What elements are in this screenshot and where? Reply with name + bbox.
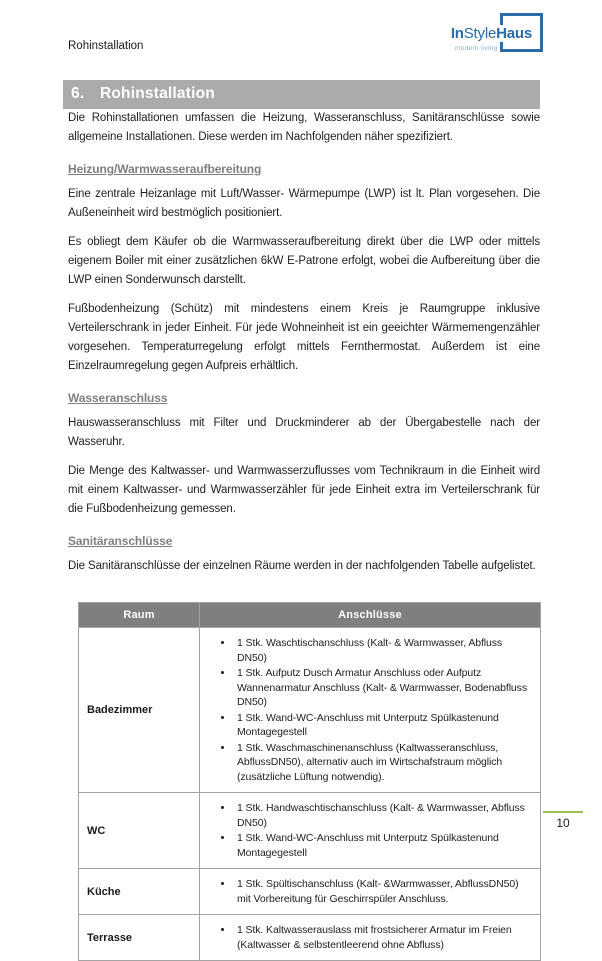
room-name: Badezimmer [79,628,200,793]
room-name: WC [79,793,200,869]
section-number: 6. [71,85,85,102]
connection-item: • 1 Stk. Spültischanschluss (Kalt- &Warmwasser, AbflussDN50) mit Vorbereitung für Geschirrspüler Anschluss. [234,877,530,906]
intro-paragraph: Die Rohinstallationen umfassen die Heizung, Wasseranschluss, Sanitäranschlüsse sowie allgemeine Installationen. Diese werden im Nachfolgenden näher spezifiziert. [68,112,540,143]
wasser-paragraph-2: Die Menge des Kaltwasser- und Warmwasserzuflusses vom Technikraum in die Einheit wird mit einem Kaltwasser- und Warmwasserzähler für jede Einheit extra im Verteilerschrank für die Fußbodenheizung gemessen. [68,465,540,515]
running-header-title: Rohinstallation [68,40,144,52]
heizung-paragraph-1: Eine zentrale Heizanlage mit Luft/Wasser- Wärmepumpe (LWP) ist lt. Plan vorgesehen. Die Außeneinheit wird bestmöglich positioniert. [68,188,540,219]
logo-text-style: Style [463,25,497,42]
logo-text-in: In [450,25,464,42]
sanitary-connections-table [78,602,541,961]
logo-tagline: modern living [455,45,498,52]
table-row-terrasse [79,915,541,961]
heizung-paragraph-3: Fußbodenheizung (Schütz) mit mindestens einem Kreis je Raumgruppe inklusive Verteilerschrank in jeder Einheit. Für jede Wohneinheit ist ein geeichter Wärmemengenzähler vorgesehen. Temperaturregelung erfolgt mittels Fernthermostat. Außerdem ist eine Einzelraumregelung gegen Aufpreis erhältlich. [68,303,540,372]
table-row-wc [79,793,541,869]
subheading-wasseranschluss: Wasseranschluss [68,391,168,405]
page-footer [543,811,583,831]
document-header [68,25,540,66]
connection-item: • 1 Stk. Wand-WC-Anschluss mit Unterputz Spülkastenund Montagegestell [234,711,530,740]
logo-wordmark [449,25,534,42]
page-number: 10 [556,816,570,830]
table-header-raum: Raum [79,603,200,628]
room-name: Terrasse [79,915,200,961]
connection-item: • 1 Stk. Kaltwasserauslass mit frostsicherer Armatur im Freien (Kaltwasser & selbstentleerend ohne Abfluss) [234,923,530,952]
connection-item: • 1 Stk. Waschmaschinenanschluss (Kaltwasseranschluss, AbflussDN50), alternativ auch im Wirtschafstraum möglich (zusätzliche Lüftung notwendig). [234,741,530,785]
subheading-heizung: Heizung/Warmwasseraufbereitung [68,162,262,176]
heizung-paragraph-2: Es obliegt dem Käufer ob die Warmwasseraufbereitung direkt über die LWP oder mittels eigenem Boiler mit einer zusätzlichen 6kW E-Patrone erfolgt, wobei die Aufbereitung über die LWP einen Sonderwunsch darstellt. [68,236,540,286]
table-header-anschluesse: Anschlüsse [200,603,541,628]
section-title: Rohinstallation [100,85,215,102]
connection-list [206,923,530,952]
logo-text-haus: Haus [496,25,532,42]
table-header-row [79,603,541,628]
sanitaer-paragraph-1: Die Sanitäranschlüsse der einzelnen Räume werden in der nachfolgenden Tabelle aufgelistet. [68,560,536,572]
footer-accent-line [543,811,583,814]
connection-list [206,636,530,784]
subheading-sanitaeranschluesse: Sanitäranschlüsse [68,534,173,548]
table-row-kueche [79,869,541,915]
section-heading-bar [63,80,540,109]
connection-list [206,877,530,906]
instylehaus-logo [450,13,543,63]
connection-item: • 1 Stk. Waschtischanschluss (Kalt- & Warmwasser, Abfluss DN50) [234,636,530,665]
wasser-paragraph-1: Hauswasseranschluss mit Filter und Druckminderer ab der Übergabestelle nach der Wasseruhr. [68,417,540,448]
connection-item: • 1 Stk. Wand-WC-Anschluss mit Unterputz Spülkastenund Montagegestell [234,831,530,860]
connection-list [206,801,530,860]
table-row-badezimmer [79,628,541,793]
room-name: Küche [79,869,200,915]
connection-item: • 1 Stk. Aufputz Dusch Armatur Anschluss oder Aufputz Wannenarmatur Anschluss (Kalt- & Warmwasser, Bodenabfluss DN50) [234,666,530,710]
connection-item: • 1 Stk. Handwaschtischanschluss (Kalt- & Warmwasser, Abfluss DN50) [234,801,530,830]
